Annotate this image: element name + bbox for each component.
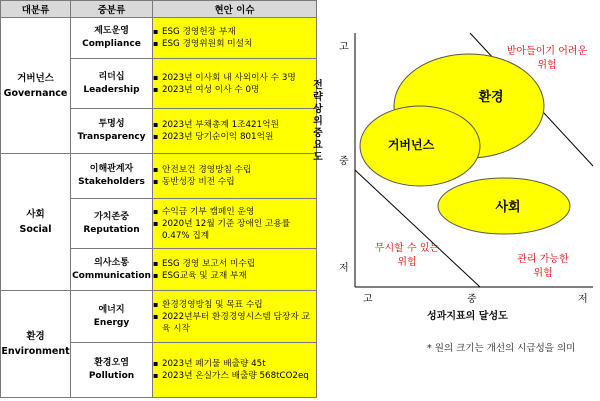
subcategory-label-en: Leadership xyxy=(83,84,140,95)
subcategory-label-en: Compliance xyxy=(82,39,141,49)
issue-item: ▪ 안전보건 경영방침 수립 xyxy=(153,164,316,176)
zone-negligible-risk xyxy=(362,242,452,270)
header-sub-category: 중분류 xyxy=(71,1,153,18)
subcategory-label-en: Communication xyxy=(72,270,151,281)
y-axis-label-char: 중 xyxy=(313,128,323,139)
bubble-label-governance: 거버넌스 xyxy=(387,138,435,152)
issue-item: ▪ 2023년 이사회 내 사외이사 수 3명 xyxy=(153,72,316,84)
header-major-category: 대분류 xyxy=(1,1,71,18)
category-label-kr: 사회 xyxy=(26,209,45,220)
zone-label-line: 무시할 수 있는 xyxy=(374,243,440,254)
subcategory-label-en: Pollution xyxy=(88,371,135,381)
x-tick-high: 고 xyxy=(363,294,373,305)
issue-item: ▪ 2020년 12월 기준 장애인 고용률 0.47% 집계 xyxy=(153,218,316,242)
subcategory-label-kr: 리더십 xyxy=(98,71,125,82)
zone-label-line: 위험 xyxy=(533,268,553,279)
category-label-en: Environment xyxy=(1,346,70,357)
y-tick-mid: 중 xyxy=(339,156,349,167)
y-axis-label-char: 요 xyxy=(313,140,323,151)
y-axis-label-char: 전 xyxy=(313,80,323,91)
zone-unacceptable-risk xyxy=(497,45,597,73)
zone-label-line: 위험 xyxy=(397,257,417,268)
subcategory-label-kr: 이해관계자 xyxy=(89,164,134,174)
subcategory-label-en: Stakeholders xyxy=(78,177,145,187)
y-axis-label-char: 상 xyxy=(313,104,323,115)
subcategory-label-en: Reputation xyxy=(83,224,140,235)
category-label-en: Governance xyxy=(3,87,68,99)
issue-item: ▪ ESG 경영헌장 부재 xyxy=(153,26,316,38)
x-axis-label: 성과지표의 달성도 xyxy=(427,311,508,322)
y-axis-label xyxy=(312,80,324,164)
header-issues: 현안 이슈 xyxy=(153,1,317,18)
issue-item: ▪ 2023년 부채총계 1조421억원 xyxy=(153,119,316,131)
issue-item: ▪ 2023년 여성 이사 수 0명 xyxy=(153,84,316,96)
issue-item: ▪ ESG 경영 보고서 미수립 xyxy=(153,258,316,270)
category-label-kr: 거버넌스 xyxy=(17,72,54,84)
issue-item: ▪ 동반성장 비전 수립 xyxy=(153,176,316,188)
issue-item: ▪ 2023년 폐기물 배출량 45t xyxy=(153,358,316,370)
y-axis-label-char: 략 xyxy=(313,92,323,103)
issue-item: ▪ 2023년 당기순이익 801억원 xyxy=(153,131,316,143)
y-tick-high: 고 xyxy=(339,42,349,53)
zone-label-line: 받아들이기 어려운 xyxy=(506,46,588,57)
subcategory-label-kr: 환경오염 xyxy=(94,358,129,368)
subcategory-label-en: Energy xyxy=(93,317,130,328)
bubble-label-social: 사회 xyxy=(495,200,521,215)
category-label-kr: 환경 xyxy=(26,331,45,342)
subcategory-label-en: Transparency xyxy=(77,132,146,142)
subcategory-label-kr: 의사소통 xyxy=(94,257,129,268)
bubble-size-note: * 원의 크기는 개선의 시급성을 의미 xyxy=(427,343,576,354)
issue-item: ▪ 2023년 온실가스 배출량 568tCO2eq xyxy=(153,370,316,382)
y-tick-low: 저 xyxy=(339,263,349,274)
y-axis-label-char: 의 xyxy=(313,116,323,127)
issue-item: ▪ 수익금 기부 캠페인 운영 xyxy=(153,206,316,218)
subcategory-label-kr: 투명성 xyxy=(98,119,125,129)
bubble-label-environment: 환경 xyxy=(478,90,504,105)
x-tick-low: 저 xyxy=(578,294,588,305)
subcategory-label-kr: 제도운영 xyxy=(94,26,129,36)
issue-item: ▪ ESG 경영위원회 미설치 xyxy=(153,38,316,50)
x-tick-mid: 중 xyxy=(467,294,477,305)
zone-label-line: 관리 가능한 xyxy=(517,254,569,265)
issue-item: ▪ 환경경영방침 및 목표 수립 xyxy=(153,299,316,311)
zone-manageable-risk xyxy=(503,253,583,281)
subcategory-label-kr: 가치존중 xyxy=(94,211,129,222)
category-label-en: Social xyxy=(19,224,52,235)
issue-item: ▪ ESG교육 및 교재 부재 xyxy=(153,270,316,282)
issue-item: ▪ 2022년부터 환경경영시스템 담장자 교육 시작 xyxy=(153,311,316,335)
zone-label-line: 위험 xyxy=(537,60,557,71)
y-axis-label-char: 도 xyxy=(313,152,323,163)
subcategory-label-kr: 에너지 xyxy=(98,304,125,315)
